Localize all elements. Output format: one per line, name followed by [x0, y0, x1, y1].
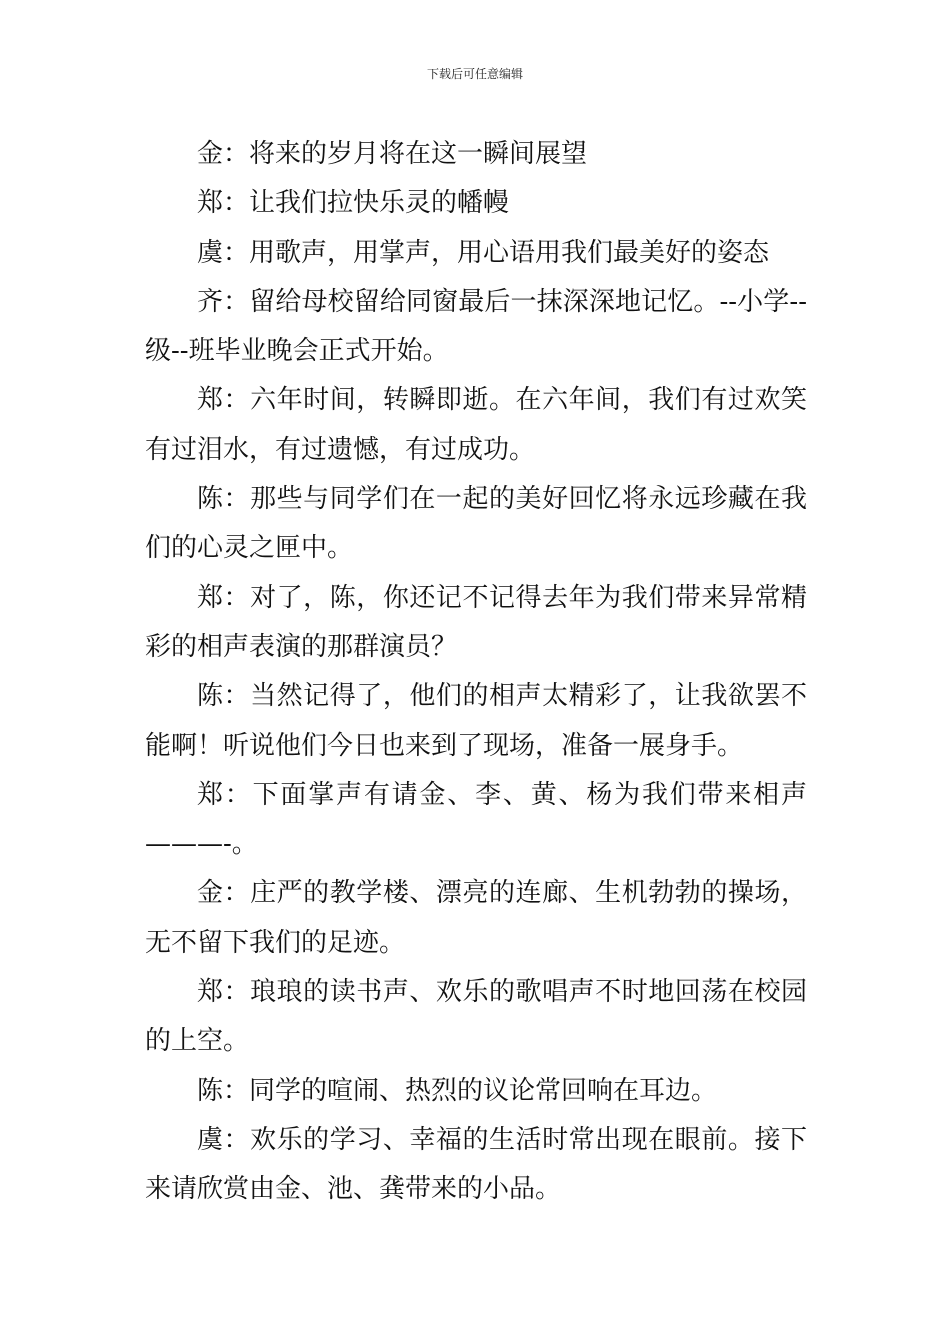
paragraph: 郑：琅琅的读书声、欢乐的歌唱声不时地回荡在校园的上空。: [145, 977, 807, 1057]
paragraph: 陈：同学的喧闹、热烈的议论常回响在耳边。: [197, 1075, 718, 1106]
paragraph: 金：庄严的教学楼、漂亮的连廊、生机勃勃的操场，无不留下我们的足迹。: [145, 878, 807, 958]
paragraph: 虞：欢乐的学习、幸福的生活时常出现在眼前。接下来请欣赏由金、池、龚带来的小品。: [145, 1124, 807, 1205]
paragraph: 郑：六年时间，转瞬即逝。在六年间，我们有过欢笑有过泪水，有过遗憾，有过成功。: [145, 385, 807, 465]
paragraph: 虞：用歌声，用掌声，用心语用我们最美好的姿态: [197, 237, 770, 268]
paragraph: 齐：留给母校留给同窗最后一抹深深地记忆。--小学--级--班毕业晚会正式开始。: [145, 286, 807, 367]
paragraph: 陈：那些与同学们在一起的美好回忆将永远珍藏在我们的心灵之匣中。: [145, 484, 807, 564]
paragraph: 陈：当然记得了，他们的相声太精彩了，让我欲罢不能啊！听说他们今日也来到了现场，准备一展身手。: [145, 681, 807, 761]
document-body: [145, 130, 807, 1215]
paragraph: 金：将来的岁月将在这一瞬间展望: [197, 139, 588, 169]
paragraph: 郑：下面掌声有请金、李、黄、杨为我们带来相声———-。: [145, 779, 807, 860]
paragraph: 郑：让我们拉快乐灵的幡幔: [197, 188, 510, 219]
paragraph: 郑：对了，陈，你还记不记得去年为我们带来异常精彩的相声表演的那群演员？: [145, 582, 807, 662]
page-header: 下载后可任意编辑: [426, 67, 523, 81]
